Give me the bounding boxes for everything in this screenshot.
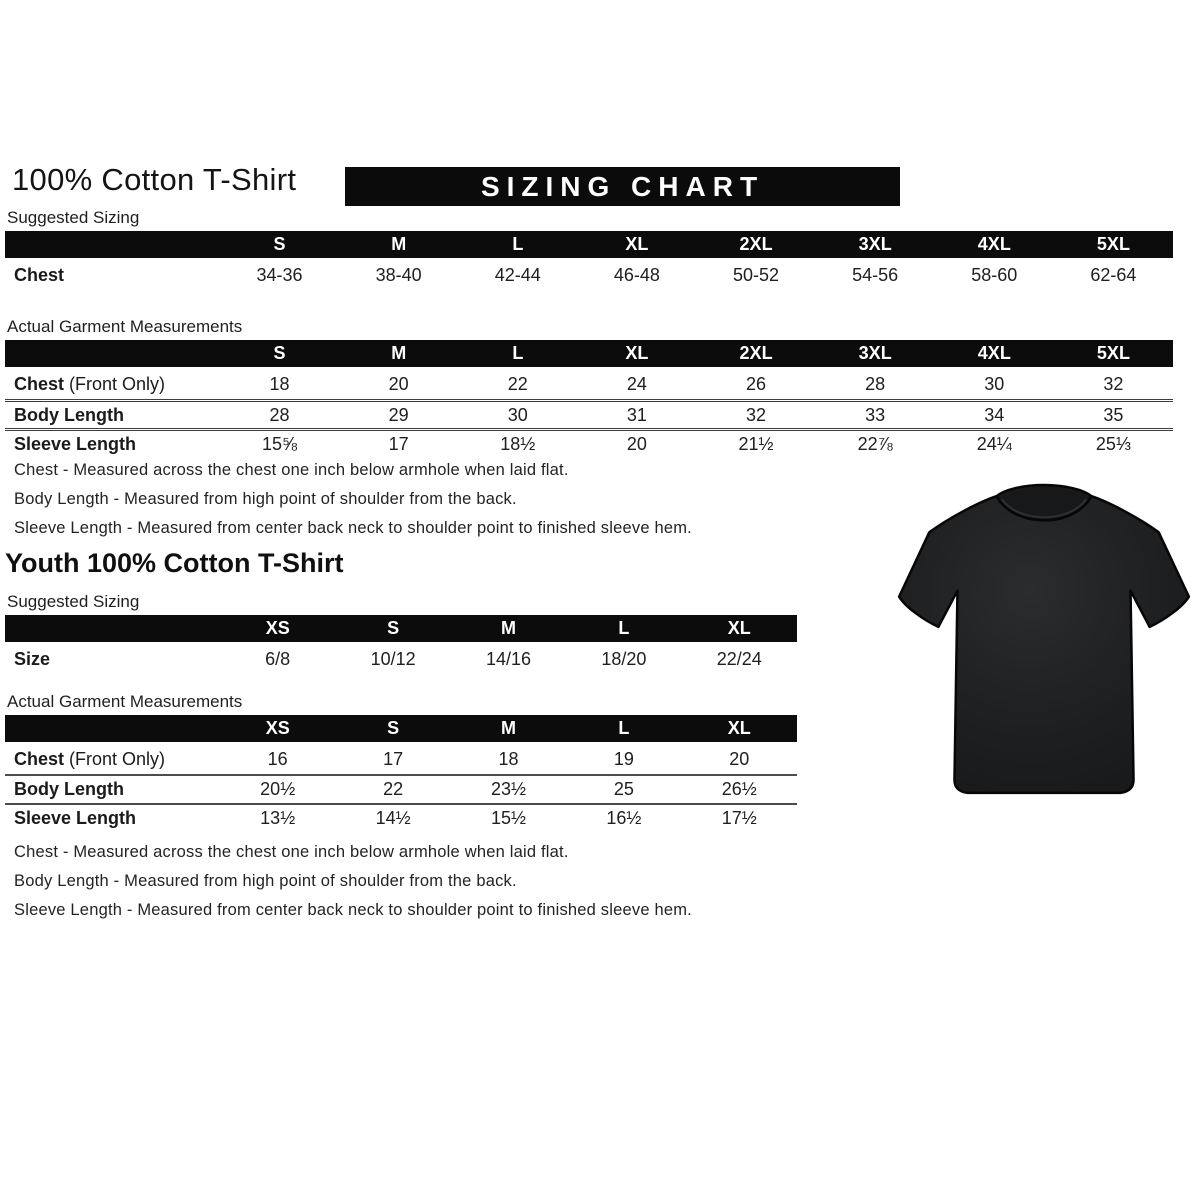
table-cell: 30 bbox=[507, 404, 528, 425]
column-header: XS bbox=[265, 618, 290, 638]
table-cell: 25 bbox=[613, 779, 634, 799]
table-cell: 21½ bbox=[738, 433, 774, 454]
table-cell: 18/20 bbox=[601, 649, 647, 669]
table-cell: 22 bbox=[383, 779, 404, 799]
table-cell: 20 bbox=[388, 374, 409, 394]
table-cell: 17½ bbox=[721, 808, 757, 828]
column-header: 5XL bbox=[1096, 234, 1130, 254]
youth-suggested-sizing-label: Suggested Sizing bbox=[7, 592, 140, 611]
table-cell: 32 bbox=[746, 404, 767, 425]
table-cell: 24¼ bbox=[976, 433, 1012, 454]
table-cell: 38-40 bbox=[375, 265, 422, 285]
sizing-chart-banner bbox=[345, 167, 900, 206]
table-cell: 14/16 bbox=[485, 649, 532, 669]
row-label: Body Length bbox=[14, 779, 124, 799]
table-cell: 22⅞ bbox=[857, 433, 893, 454]
table-cell: 18 bbox=[498, 749, 519, 769]
column-header: S bbox=[387, 718, 400, 738]
table-cell: 34-36 bbox=[256, 265, 303, 285]
row-label: Size bbox=[14, 649, 51, 669]
table-cell: 14½ bbox=[375, 808, 411, 828]
table-cell: 17 bbox=[383, 749, 404, 769]
column-header: 4XL bbox=[977, 343, 1011, 363]
column-header: XL bbox=[727, 618, 751, 638]
row-label: Chest bbox=[14, 265, 65, 285]
table-cell: 25⅓ bbox=[1095, 433, 1131, 454]
page-title: 100% Cotton T-Shirt bbox=[12, 162, 297, 197]
table-cell: 17 bbox=[388, 433, 409, 454]
column-header: M bbox=[500, 618, 516, 638]
table-cell: 30 bbox=[984, 374, 1005, 394]
column-header: 3XL bbox=[858, 234, 892, 254]
table-cell: 22 bbox=[507, 374, 528, 394]
table-cell: 18 bbox=[269, 374, 290, 394]
table-cell: 33 bbox=[865, 404, 886, 425]
table-cell: 31 bbox=[626, 404, 647, 425]
column-header: M bbox=[391, 234, 407, 254]
note-sleeve-length: Sleeve Length - Measured from center back neck to shoulder point to finished sleeve hem. bbox=[14, 901, 692, 919]
table-cell: 26 bbox=[746, 374, 767, 394]
column-header: M bbox=[500, 718, 516, 738]
table-cell: 50-52 bbox=[733, 265, 780, 285]
table-cell: 46-48 bbox=[613, 265, 660, 285]
row-label: Chest (Front Only) bbox=[14, 749, 166, 769]
column-header: XL bbox=[625, 343, 649, 363]
column-header: S bbox=[273, 343, 286, 363]
table-cell: 26½ bbox=[721, 779, 757, 799]
youth-actual-measurements-table bbox=[5, 715, 797, 832]
column-header: 2XL bbox=[739, 234, 773, 254]
row-label: Sleeve Length bbox=[14, 808, 137, 828]
table-cell: 29 bbox=[388, 404, 409, 425]
column-header: L bbox=[618, 618, 630, 638]
note-chest: Chest - Measured across the chest one inch below armhole when laid flat. bbox=[14, 461, 569, 479]
column-header: 3XL bbox=[858, 343, 892, 363]
table-cell: 28 bbox=[865, 374, 886, 394]
column-header: 5XL bbox=[1096, 343, 1130, 363]
table-row-chest bbox=[5, 370, 1173, 399]
table-row-size bbox=[5, 645, 797, 674]
adult-suggested-sizing-table bbox=[5, 231, 1173, 290]
sizing-chart-banner-text: SIZING CHART bbox=[480, 170, 765, 202]
table-cell: 16½ bbox=[606, 808, 642, 828]
note-chest: Chest - Measured across the chest one inch below armhole when laid flat. bbox=[14, 843, 569, 861]
adult-measurement-notes bbox=[14, 461, 692, 548]
table-cell: 20 bbox=[626, 433, 647, 454]
table-cell: 19 bbox=[613, 749, 634, 769]
table-cell: 16 bbox=[267, 749, 288, 769]
column-header: XL bbox=[625, 234, 649, 254]
table-cell: 22/24 bbox=[716, 649, 762, 669]
table-row-chest bbox=[5, 745, 797, 774]
youth-suggested-sizing-table bbox=[5, 615, 797, 674]
table-cell: 54-56 bbox=[852, 265, 899, 285]
column-header: M bbox=[391, 343, 407, 363]
table-cell: 62-64 bbox=[1090, 265, 1137, 285]
table-row-sleeve-length bbox=[5, 428, 1173, 457]
table-cell: 58-60 bbox=[971, 265, 1018, 285]
note-body-length: Body Length - Measured from high point of shoulder from the back. bbox=[14, 490, 517, 508]
column-header: L bbox=[512, 234, 524, 254]
table-header-row bbox=[5, 715, 797, 742]
column-header: L bbox=[618, 718, 630, 738]
column-header: XL bbox=[727, 718, 751, 738]
row-label: Sleeve Length bbox=[14, 433, 137, 454]
adult-suggested-sizing-label: Suggested Sizing bbox=[7, 208, 140, 227]
note-body-length: Body Length - Measured from high point of shoulder from the back. bbox=[14, 872, 517, 890]
table-cell: 34 bbox=[984, 404, 1005, 425]
tshirt-graphic bbox=[893, 480, 1195, 812]
column-header: S bbox=[387, 618, 400, 638]
adult-actual-measurements-label: Actual Garment Measurements bbox=[7, 317, 243, 336]
table-row-sleeve-length bbox=[5, 803, 797, 832]
table-cell: 23½ bbox=[490, 779, 527, 799]
tshirt-image bbox=[893, 480, 1195, 812]
table-cell: 13½ bbox=[260, 808, 296, 828]
column-header: 2XL bbox=[739, 343, 773, 363]
note-sleeve-length: Sleeve Length - Measured from center back neck to shoulder point to finished sleeve hem. bbox=[14, 519, 692, 537]
table-cell: 20 bbox=[729, 749, 750, 769]
table-cell: 10/12 bbox=[370, 649, 416, 669]
column-header: XS bbox=[265, 718, 290, 738]
table-header-row bbox=[5, 340, 1173, 367]
column-header: 4XL bbox=[977, 234, 1011, 254]
youth-actual-measurements-label: Actual Garment Measurements bbox=[7, 692, 243, 711]
table-cell: 15⅝ bbox=[262, 433, 298, 454]
table-row-body-length bbox=[5, 399, 1173, 428]
row-label: Chest (Front Only) bbox=[14, 374, 166, 394]
table-cell: 35 bbox=[1103, 404, 1124, 425]
table-row bbox=[5, 261, 1173, 290]
column-header: L bbox=[512, 343, 524, 363]
table-cell: 28 bbox=[269, 404, 290, 425]
table-cell: 42-44 bbox=[494, 265, 541, 285]
row-label: Body Length bbox=[14, 404, 124, 425]
youth-section-title: Youth 100% Cotton T-Shirt bbox=[5, 548, 344, 578]
adult-actual-measurements-table bbox=[5, 340, 1173, 457]
table-cell: 15½ bbox=[490, 808, 527, 828]
table-header-row bbox=[5, 231, 1173, 258]
table-cell: 32 bbox=[1103, 374, 1124, 394]
youth-measurement-notes bbox=[14, 843, 692, 930]
table-cell: 24 bbox=[626, 374, 647, 394]
table-cell: 20½ bbox=[260, 779, 296, 799]
table-cell: 6/8 bbox=[265, 649, 291, 669]
table-row-body-length bbox=[5, 774, 797, 803]
column-header: S bbox=[273, 234, 286, 254]
table-cell: 18½ bbox=[500, 433, 536, 454]
table-header-row bbox=[5, 615, 797, 642]
